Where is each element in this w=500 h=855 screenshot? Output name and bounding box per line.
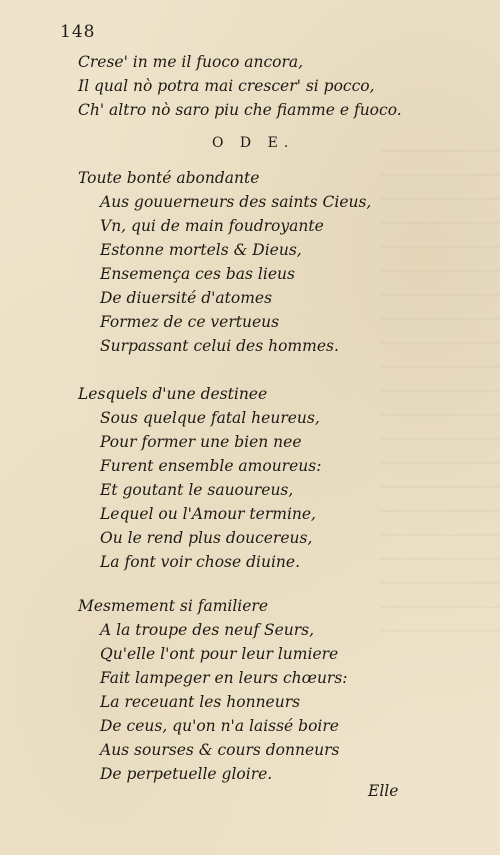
verse-line: Toute bonté abondante [78,169,260,187]
verse-line: Lequel ou l'Amour termine, [100,505,316,523]
verse-line: Ou le rend plus doucereus, [100,529,313,547]
verse-line: De perpetuelle gloire. [100,765,273,783]
verse-line: Aus gouuerneurs des saints Cieus, [100,193,372,211]
verse-line: De ceus, qu'on n'a laissé boire [100,717,339,735]
show-through-text [380,150,500,650]
verse-line: Et goutant le sauoureus, [100,481,294,499]
verse-line: Mesmement si familiere [78,597,269,615]
page-number: 148 [60,22,96,42]
catchword: Elle [368,782,399,800]
verse-line: Aus sourses & cours donneurs [100,741,340,759]
verse-line: Fait lampeger en leurs chœurs: [100,669,348,687]
verse-line: De diuersité d'atomes [100,289,273,307]
verse-line: A la troupe des neuf Seurs, [100,621,315,639]
verse-line: Lesquels d'une destinee [78,385,268,403]
ode-heading: O D E. [212,135,295,151]
verse-line: Vn, qui de main foudroyante [100,217,324,235]
verse-line: La font voir chose diuine. [100,553,301,571]
verse-line: Estonne mortels & Dieus, [100,241,302,259]
intro-line: Il qual nò potra mai crescer' si pocco, [78,77,375,95]
verse-line: Surpassant celui des hommes. [100,337,339,355]
verse-line: La receuant les honneurs [100,693,301,711]
verse-line: Qu'elle l'ont pour leur lumiere [100,645,339,663]
verse-line: Furent ensemble amoureus: [100,457,322,475]
verse-line: Pour former une bien nee [100,433,302,451]
verse-line: Sous quelque fatal heureus, [100,409,320,427]
intro-line: Crese' in me il fuoco ancora, [78,53,304,71]
intro-line: Ch' altro nò saro piu che fiamme e fuoco. [78,101,402,119]
verse-line: Formez de ce vertueus [100,313,280,331]
verse-line: Ensemença ces bas lieus [100,265,295,283]
